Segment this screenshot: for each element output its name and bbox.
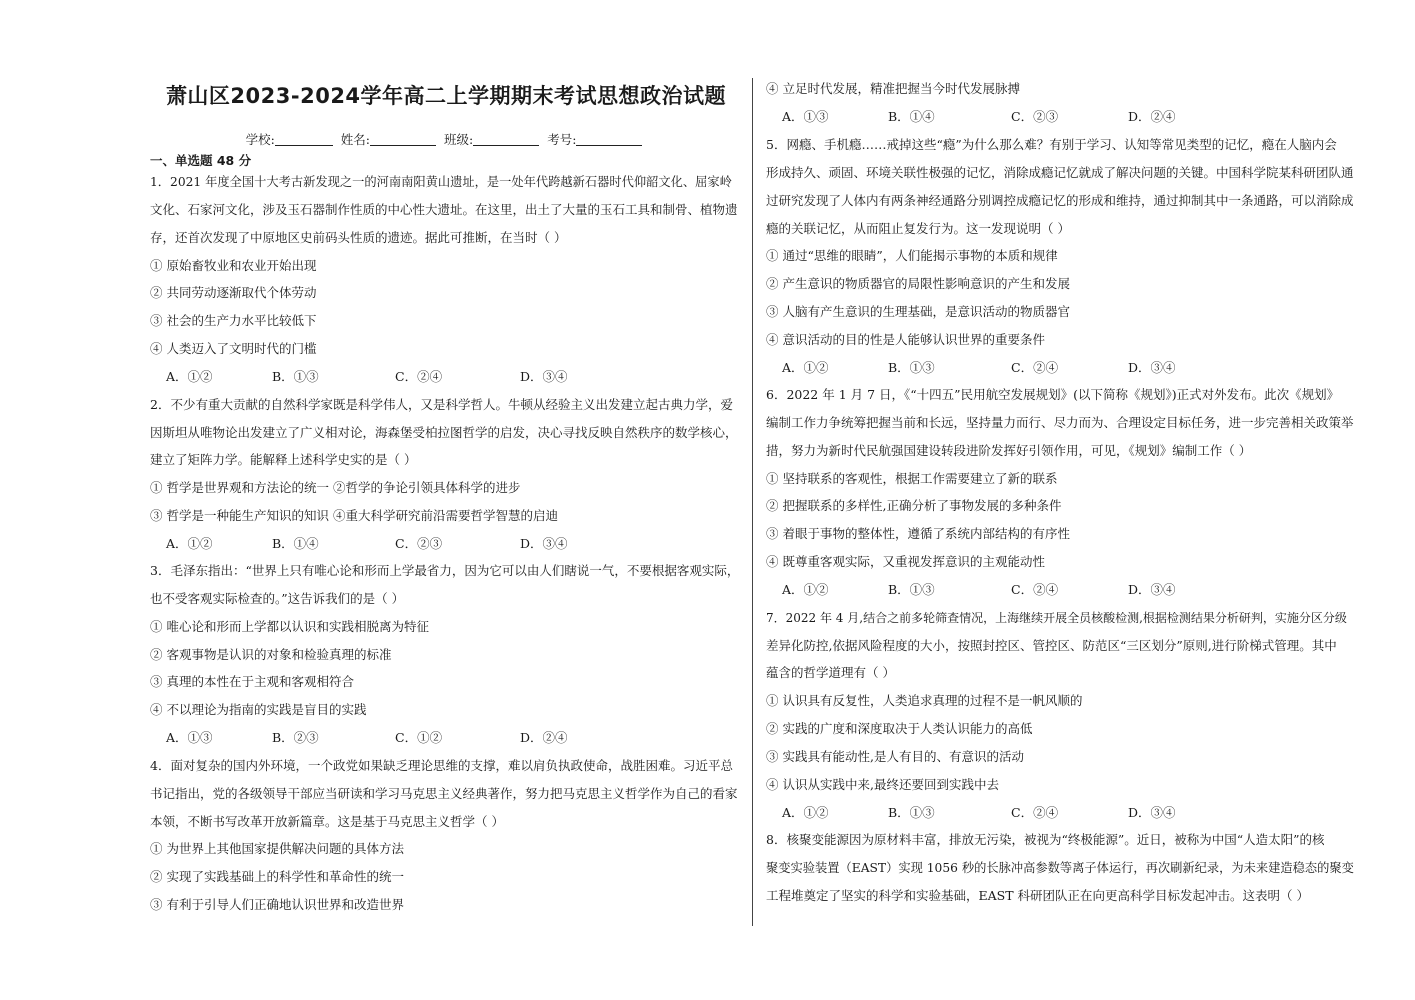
- question-3-text: 3．毛泽东指出：“世界上只有唯心论和形而上学最省力，因为它可以由人们瞎说一气，不要根据客观实际，: [150, 563, 740, 578]
- question-2-option-b[interactable]: B．①④: [272, 536, 319, 551]
- question-6-text: 措，努力为新时代民航强国建设转段进阶发挥好引领作用，可见，《规划》编制工作（ ）: [766, 443, 1252, 458]
- question-3-statement: ② 客观事物是认识的对象和检验真理的标准: [150, 647, 392, 662]
- question-7-statement: ② 实践的广度和深度取决于人类认识能力的高低: [766, 721, 1033, 736]
- question-1-text: 文化、石家河文化，涉及玉石器制作性质的中心性大遗址。在这里，出土了大量的玉石工具和制骨、植物遗: [150, 202, 738, 217]
- question-7-text: 7．2022 年 4 月,结合之前多轮筛查情况，上海继续开展全员核酸检测,根据检测结果分析研判，实施分区分级: [766, 611, 1347, 625]
- exam-no-blank[interactable]: [576, 133, 642, 146]
- question-5-text: 过研究发现了人体内有两条神经通路分别调控成瘾记忆的形成和维持，通过抑制其中一条通路，可以消除成: [766, 193, 1354, 208]
- question-8-text: 聚变实验装置（EAST）实现 1056 秒的长脉冲高参数等离子体运行，再次刷新纪录，为未来建造稳态的聚变: [766, 861, 1354, 875]
- column-divider: [752, 78, 753, 926]
- question-3-statement: ① 唯心论和形而上学都以认识和实践相脱离为特征: [150, 619, 429, 634]
- question-8-text: 工程堆奠定了坚实的科学和实验基础，EAST 科研团队正在向更高科学目标发起冲击。这表明（ ）: [766, 888, 1310, 903]
- question-1-text: 存，还首次发现了中原地区史前码头性质的遗迹。据此可推断，在当时（ ）: [150, 230, 567, 245]
- question-4-statement: ③ 有利于引导人们正确地认识世界和改造世界: [150, 897, 404, 912]
- class-blank[interactable]: [473, 133, 539, 146]
- question-7-option-b[interactable]: B．①③: [888, 805, 935, 820]
- question-7-statement: ④ 认识从实践中来,最终还要回到实践中去: [766, 777, 999, 792]
- question-7-text: 差异化防控,依据风险程度的大小，按照封控区、管控区、防范区“三区划分”原则,进行阶梯式管理。其中: [766, 638, 1337, 653]
- question-4-statement: ① 为世界上其他国家提供解决问题的具体方法: [150, 841, 404, 856]
- question-1-statement: ③ 社会的生产力水平比较低下: [150, 313, 317, 328]
- question-6-text: 6．2022 年 1 月 7 日，《“十四五”民用航空发展规划》(以下简称《规划》)正式对外发布。此次《规划》: [766, 387, 1340, 402]
- question-5-option-c[interactable]: C．②④: [1011, 360, 1059, 375]
- question-4-option-d[interactable]: D．②④: [1128, 109, 1176, 124]
- question-2-text: 因斯坦从唯物论出发建立了广义相对论，海森堡受柏拉图哲学的启发，决心寻找反映自然秩序的数学核心，: [150, 425, 738, 440]
- question-5-statement: ① 通过“思维的眼睛”，人们能揭示事物的本质和规律: [766, 248, 1058, 263]
- question-6-option-c[interactable]: C．②④: [1011, 582, 1059, 597]
- question-3-statement: ③ 真理的本性在于主观和客观相符合: [150, 674, 354, 689]
- question-1-option-c[interactable]: C．②④: [395, 369, 443, 384]
- question-2-option-a[interactable]: A．①②: [166, 536, 213, 551]
- question-5-text: 形成持久、顽固、环境关联性极强的记忆，消除成瘾记忆就成了解决问题的关键。中国科学院某科研团队通: [766, 165, 1354, 180]
- class-label: 班级:: [443, 132, 474, 147]
- question-5-option-a[interactable]: A．①②: [782, 360, 829, 375]
- question-7-statement: ③ 实践具有能动性,是人有目的、有意识的活动: [766, 749, 1024, 764]
- question-4-option-b[interactable]: B．①④: [888, 109, 935, 124]
- question-3-statement: ④ 不以理论为指南的实践是盲目的实践: [150, 702, 367, 717]
- question-1-text: 1．2021 年度全国十大考古新发现之一的河南南阳黄山遗址，是一处年代跨越新石器时代仰韶文化、屈家岭: [150, 175, 732, 189]
- question-3-option-c[interactable]: C．①②: [395, 730, 443, 745]
- question-3-text: 也不受客观实际检查的。”这告诉我们的是（ ）: [150, 591, 405, 606]
- question-2-option-d[interactable]: D．③④: [520, 536, 568, 551]
- question-1-statement: ④ 人类迈入了文明时代的门槛: [150, 341, 317, 356]
- question-4-option-a[interactable]: A．①③: [782, 109, 829, 124]
- question-6-statement: ① 坚持联系的客观性，根据工作需要建立了新的联系: [766, 471, 1058, 486]
- school-label: 学校:: [245, 132, 275, 147]
- question-7-option-c[interactable]: C．②④: [1011, 805, 1059, 820]
- question-3-option-a[interactable]: A．①③: [166, 730, 213, 745]
- question-5-option-d[interactable]: D．③④: [1128, 360, 1176, 375]
- question-1-statement: ② 共同劳动逐渐取代个体劳动: [150, 285, 317, 300]
- question-5-statement: ④ 意识活动的目的性是人能够认识世界的重要条件: [766, 332, 1045, 347]
- question-4-text: 本领，不断书写改革开放新篇章。这是基于马克思主义哲学（ ）: [150, 814, 504, 829]
- question-4-option-c[interactable]: C．②③: [1011, 109, 1059, 124]
- question-2-text: 建立了矩阵力学。能解释上述科学史实的是（ ）: [150, 452, 417, 467]
- question-3-option-b[interactable]: B．②③: [272, 730, 319, 745]
- question-6-statement: ② 把握联系的多样性,正确分析了事物发展的多种条件: [766, 498, 1062, 513]
- question-4-statement: ④ 立足时代发展，精准把握当今时代发展脉搏: [766, 81, 1020, 96]
- question-4-text: 4．面对复杂的国内外环境，一个政党如果缺乏理论思维的支撑，难以肩负执政使命，战胜困难。习近平总: [150, 758, 733, 773]
- question-5-option-b[interactable]: B．①③: [888, 360, 935, 375]
- question-2-text: 2．不少有重大贡献的自然科学家既是科学伟人，又是科学哲人。牛顿从经验主义出发建立起古典力学，爱: [150, 397, 733, 412]
- question-1-option-b[interactable]: B．①③: [272, 369, 319, 384]
- school-blank[interactable]: [275, 133, 333, 146]
- exam-no-label: 考号:: [547, 132, 577, 147]
- section-heading: 一、单选题 48 分: [150, 153, 252, 168]
- question-5-statement: ③ 人脑有产生意识的生理基础，是意识活动的物质器官: [766, 304, 1070, 319]
- question-5-text: 5．网瘾、手机瘾……戒掉这些“瘾”为什么那么难？有别于学习、认知等常见类型的记忆，瘾在人脑内会: [766, 137, 1337, 152]
- question-6-statement: ③ 着眼于事物的整体性，遵循了系统内部结构的有序性: [766, 526, 1070, 541]
- question-6-option-d[interactable]: D．③④: [1128, 582, 1176, 597]
- question-6-option-a[interactable]: A．①②: [782, 582, 829, 597]
- question-7-option-d[interactable]: D．③④: [1128, 805, 1176, 820]
- question-6-statement: ④ 既尊重客观实际，又重视发挥意识的主观能动性: [766, 554, 1045, 569]
- question-7-text: 蕴含的哲学道理有（ ）: [766, 665, 895, 680]
- question-7-option-a[interactable]: A．①②: [782, 805, 829, 820]
- question-6-option-b[interactable]: B．①③: [888, 582, 935, 597]
- question-8-text: 8．核聚变能源因为原材料丰富，排放无污染，被视为“终极能源”。近日，被称为中国“人造太阳”的核: [766, 832, 1325, 847]
- question-4-text: 书记指出，党的各级领导干部应当研读和学习马克思主义经典著作，努力把马克思主义哲学作为自己的看家: [150, 786, 738, 801]
- question-4-statement: ② 实现了实践基础上的科学性和革命性的统一: [150, 869, 404, 884]
- name-label: 姓名:: [340, 132, 370, 147]
- question-7-statement: ① 认识具有反复性，人类追求真理的过程不是一帆风顺的: [766, 693, 1083, 708]
- question-1-option-a[interactable]: A．①②: [166, 369, 213, 384]
- page-title: 萧山区2023-2024学年高二上学期期末考试思想政治试题: [165, 84, 727, 108]
- question-2-statement: ① 哲学是世界观和方法论的统一 ②哲学的争论引领具体科学的进步: [150, 480, 521, 495]
- question-5-statement: ② 产生意识的物质器官的局限性影响意识的产生和发展: [766, 276, 1070, 291]
- question-2-statement: ③ 哲学是一种能生产知识的知识 ④重大科学研究前沿需要哲学智慧的启迪: [150, 508, 558, 523]
- question-1-option-d[interactable]: D．③④: [520, 369, 568, 384]
- question-1-statement: ① 原始畜牧业和农业开始出现: [150, 258, 317, 273]
- question-3-option-d[interactable]: D．②④: [520, 730, 568, 745]
- question-6-text: 编制工作力争统筹把握当前和长远，坚持量力而行、尽力而为、合理设定目标任务，进一步完善相关政策举: [766, 415, 1354, 430]
- name-blank[interactable]: [370, 133, 436, 146]
- student-info-row: [150, 130, 742, 148]
- question-2-option-c[interactable]: C．②③: [395, 536, 443, 551]
- question-5-text: 瘾的关联记忆，从而阻止复发行为。这一发现说明（ ）: [766, 221, 1070, 236]
